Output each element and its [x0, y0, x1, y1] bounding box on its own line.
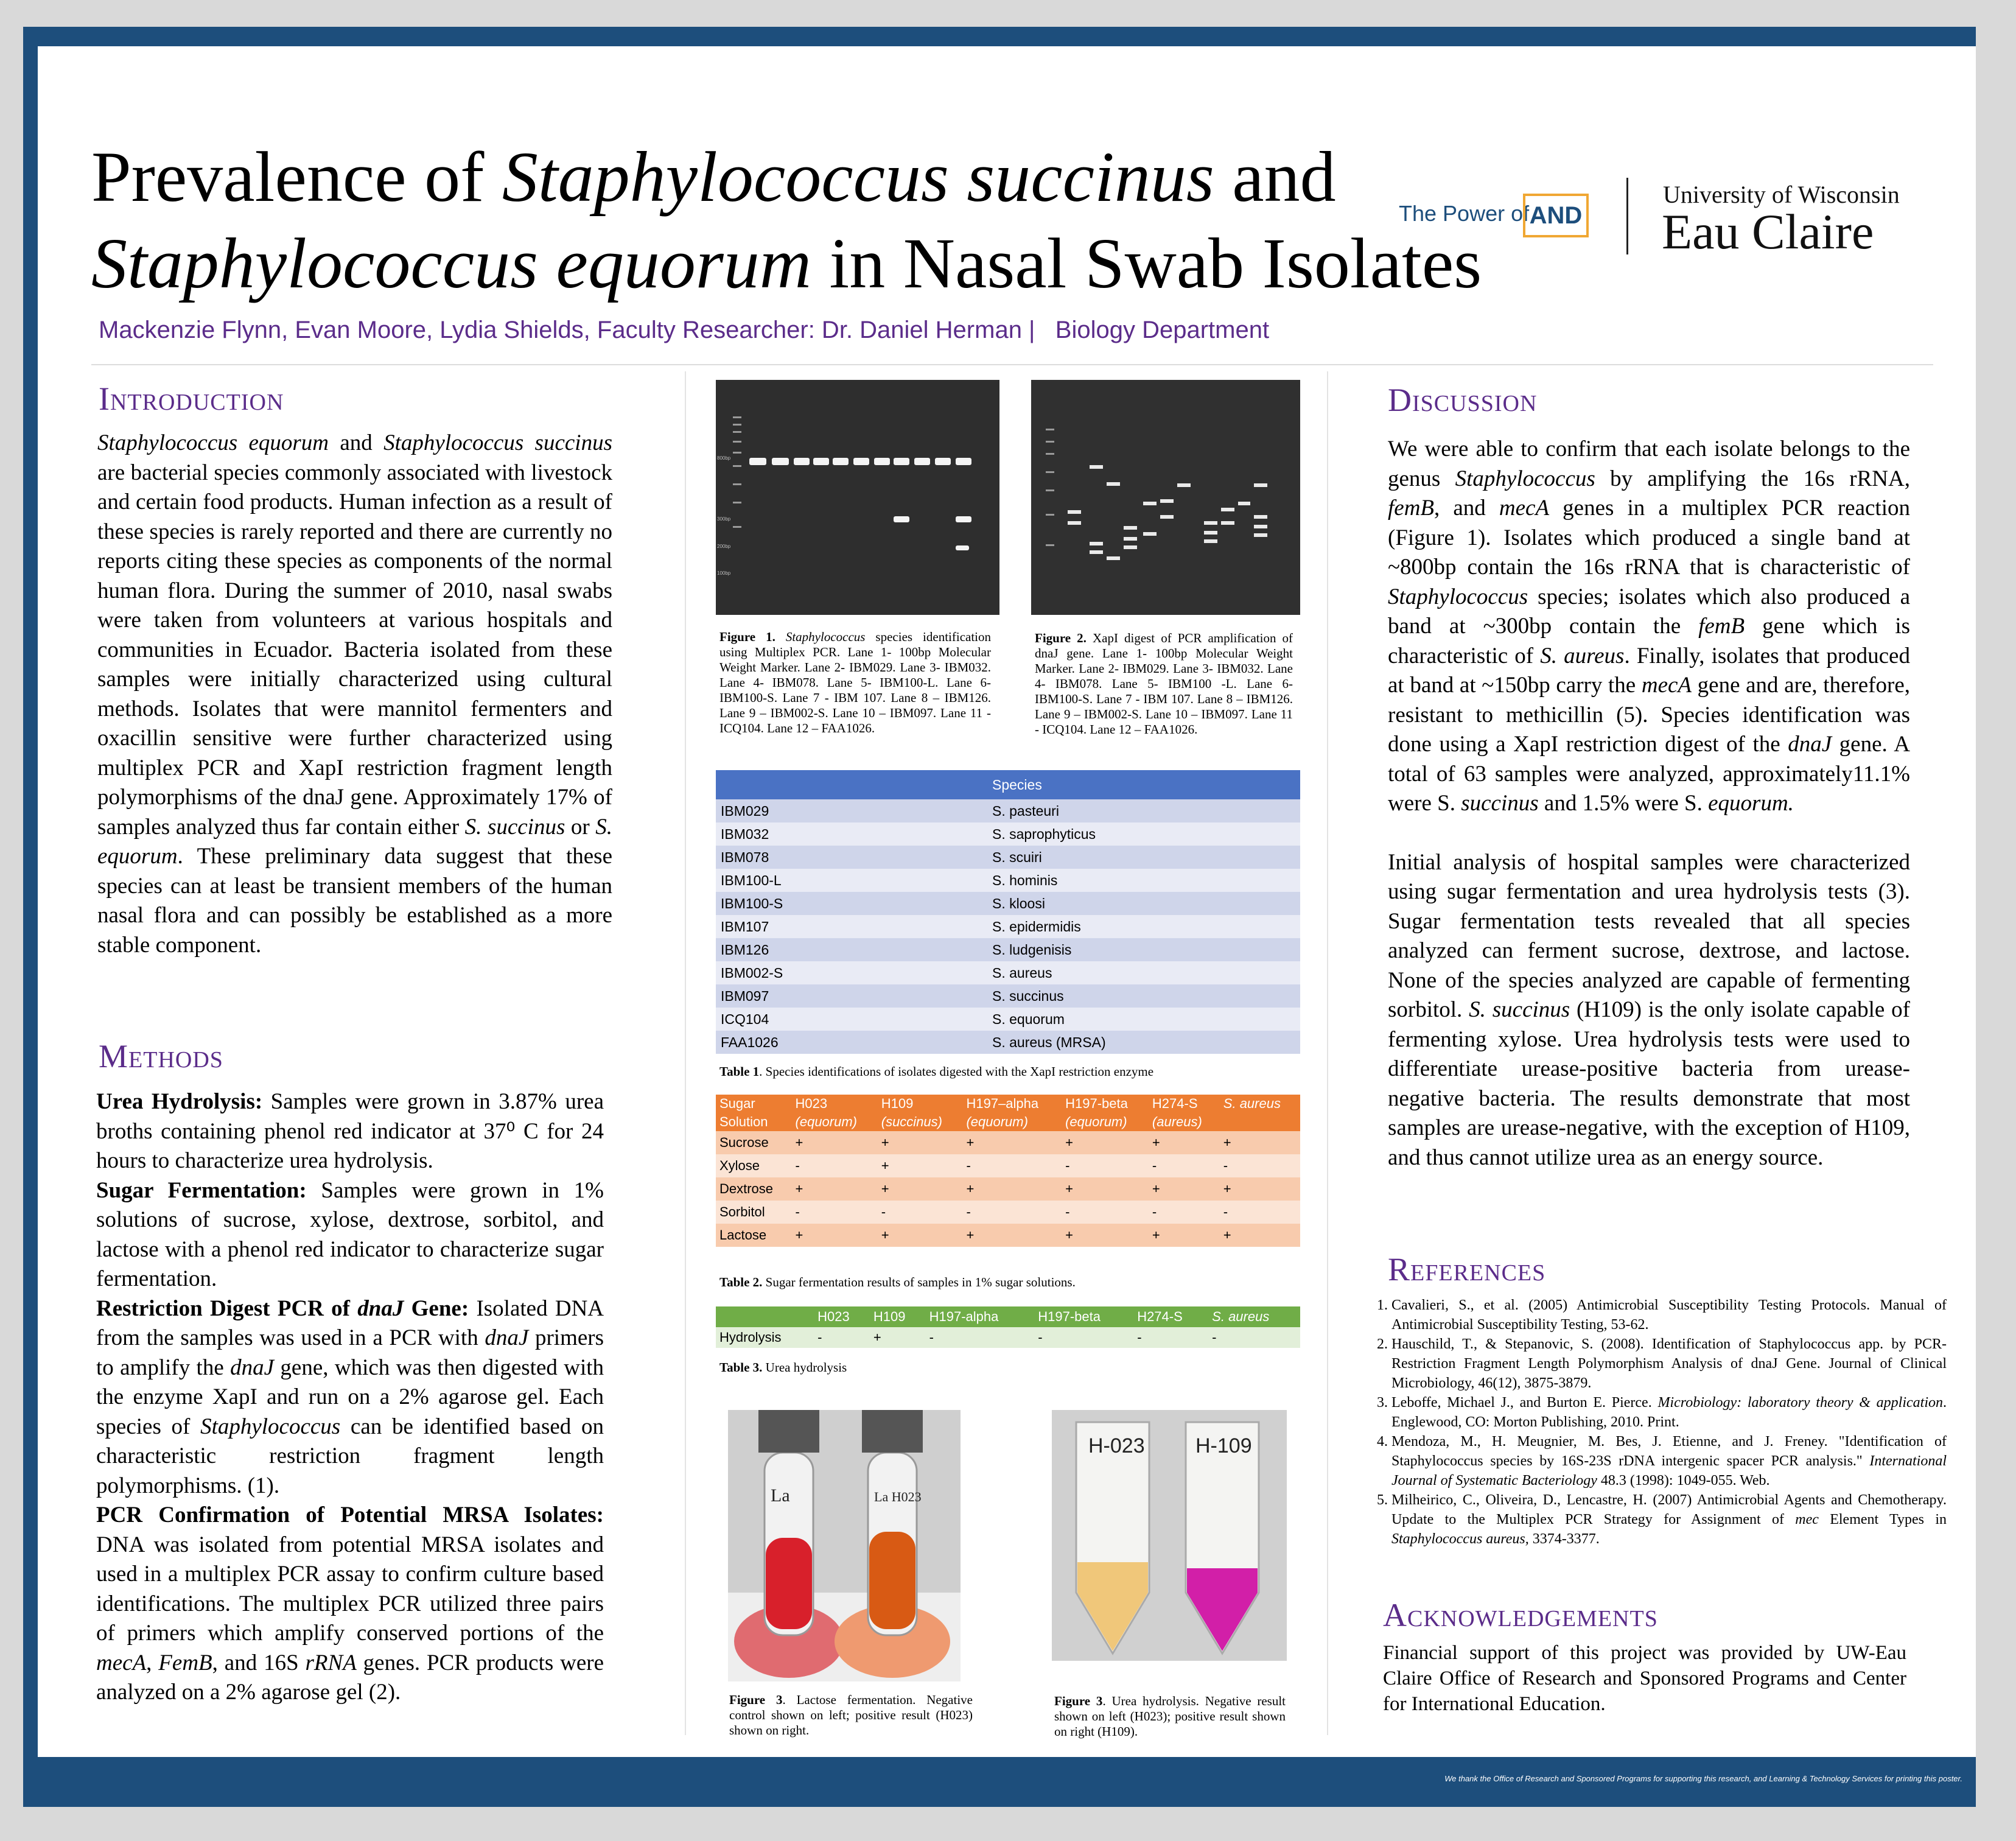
table-row: Dextrose + + + + + + [716, 1177, 1300, 1201]
reference-item: 2. Hauschild, T., & Stepanovic, S. (2008). Identification of Staphylococcus app. by PCR-Restriction Fragment Length Polymorphism Analysis of dnaJ Gene. Journal of Clinical Microbiology, 46(12), 3875-3879. [1391, 1334, 1947, 1393]
gel-marker-300bp: 300bp [717, 516, 731, 522]
power-of-text: The Power of [1399, 201, 1530, 226]
table-2-header: H109 [878, 1095, 963, 1113]
column-divider-left [685, 371, 686, 1735]
tube-label-right: La H023 [874, 1489, 922, 1504]
table-row: ICQ104 S. equorum [716, 1008, 1300, 1031]
table-row: IBM032 S. saprophyticus [716, 822, 1300, 846]
acknowledgements-heading: Acknowledgements [1383, 1597, 1658, 1633]
acknowledgements-text: Financial support of this project was provided by UW-Eau Claire Office of Research and Sponsored Programs and Center for International Education. [1383, 1642, 1906, 1715]
table-1-header-species: Species [987, 770, 1300, 799]
table-row: IBM126 S. ludgenisis [716, 938, 1300, 961]
table-1-caption: Table 1. Species identifications of isolates digested with the XapI restriction enzyme [719, 1064, 1154, 1079]
table-1-header-blank [716, 770, 987, 799]
table-row: IBM100-S S. kloosi [716, 892, 1300, 915]
table-row: IBM107 S. epidermidis [716, 915, 1300, 938]
tube-label-h023: H-023 [1088, 1434, 1145, 1457]
table-row: Hydrolysis - + - - - - [716, 1327, 1300, 1348]
campus-name: Eau Claire [1662, 204, 1874, 259]
figure-2-caption: Figure 2. XapI digest of PCR amplification of dnaJ gene. Lane 1- 100bp Molecular Weight Marker. Lane 2- IBM029. Lane 3- IBM032. Lane 4- IBM078. Lane 5- IBM100 -L. Lane 6- IBM100-S. Lane 7 - IBM 107. Lane 8 – IBM126. Lane 9 – IBM002-S. Lane 10 – IBM097. Lane 11 - ICQ104. Lane 12 – FAA1026. [1035, 631, 1293, 737]
table-2-caption: Table 2. Sugar fermentation results of samples in 1% sugar solutions. [719, 1275, 1076, 1289]
authors-line: Mackenzie Flynn, Evan Moore, Lydia Shields, Faculty Researcher: Dr. Daniel Herman | Biology Department [99, 317, 1270, 343]
table-3-caption: Table 3. Urea hydrolysis [719, 1360, 847, 1375]
table-2-header: H023 [792, 1095, 878, 1113]
figure-3a-caption: Figure 3. Lactose fermentation. Negative control shown on left; positive result (H023) shown on right. [729, 1692, 973, 1738]
table-3: H023 H109 H197-alpha H197-beta H274-S S. aureus Hydrolysis - + - - - - [716, 1306, 1300, 1348]
table-2-header: H197-beta [1062, 1095, 1149, 1113]
introduction-text: Staphylococcus equorum and Staphylococcus succinus are bacterial species commonly associated with livestock and certain food products. Human infection as a result of these species is rarely reported and there are currently no reports citing these species as components of the normal human flora. During the summer of 2010, nasal swabs were taken from volunteers at various hospitals and communities in Ecuador. Bacteria isolated from these samples were initially characterized using cultural methods. Isolates that were mannitol fermenters and oxacillin sensitive were further characterized using multiplex PCR and XapI restriction fragment length polymorphisms of the dnaJ gene. Approximately 17% of samples analyzed thus far contain either S. succinus or S. equorum. These preliminary data suggest that these species can at least be transient members of the human nasal flora and can possibly be established as a more stable component. [97, 430, 612, 958]
poster-title: Prevalence of Staphylococcus succinus and Staphylococcus equorum in Nasal Swab Isolates [91, 137, 1482, 303]
methods-heading: Methods [99, 1038, 223, 1075]
lactose-fermentation-photo [728, 1410, 961, 1681]
column-divider-right [1327, 371, 1328, 1735]
gel-1-bands [716, 380, 999, 615]
figure-1-caption: Figure 1. Staphylococcus species identification using Multiplex PCR. Lane 1- 100bp Molecular Weight Marker. Lane 2- IBM029. Lane 3- IBM032. Lane 4- IBM078. Lane 5- IBM100-L. Lane 6- IBM100-S. Lane 7 - IBM 107. Lane 8 – IBM126. Lane 9 – IBM002-S. Lane 10 – IBM097. Lane 11 - ICQ104. Lane 12 – FAA1026. [719, 629, 992, 735]
reference-item: 1. Cavalieri, S., et al. (2005) Antimicrobial Susceptibility Testing Protocols. Manual of Antimicrobial Susceptibility Testing, 53-62. [1391, 1296, 1947, 1334]
university-name: University of Wisconsin [1663, 181, 1900, 208]
gel-marker-800bp: 800bp [717, 455, 731, 461]
gel-2-bands [1031, 380, 1300, 615]
reference-item: 5. Milheirico, C., Oliveira, D., Lencastre, H. (2007) Antimicrobial Agents and Chemotherapy. Update to the Multiplex PCR Strategy for Assignment of mec Element Types in Staphylococcus aureus, 3374-3377. [1391, 1490, 1947, 1549]
gel-marker-200bp: 200bp [717, 544, 731, 549]
logo-divider [1626, 178, 1628, 254]
header-divider [91, 364, 1933, 365]
table-row: IBM002-S S. aureus [716, 961, 1300, 984]
table-2: Sugar H023 H109 H197–alpha H197-beta H274-S S. aureus Solution (equorum) (succinus) (equorum) (equorum) (aureus) Sucrose + + + + + + Xylose - + - - - - Dextrose + + + + + + Sorbitol - - - - - - Lactose + + + + + + [716, 1095, 1300, 1247]
references-list [1355, 1296, 1947, 1549]
tube-label-h109: H-109 [1195, 1434, 1252, 1457]
reference-item: 3. Leboffe, Michael J., and Burton E. Pierce. Microbiology: laboratory theory & application. Englewood, CO: Morton Publishing, 2010. Print. [1391, 1393, 1947, 1432]
footer-note: We thank the Office of Research and Sponsored Programs for supporting this research, and Learning & Technology Services for printing this poster. [1444, 1774, 1962, 1783]
gel-marker-100bp: 100bp [717, 570, 731, 576]
table-row: IBM097 S. succinus [716, 984, 1300, 1008]
table-row: IBM078 S. scuiri [716, 846, 1300, 869]
table-row: Xylose - + - - - - [716, 1154, 1300, 1177]
table-2-header: S. aureus [1220, 1095, 1300, 1113]
reference-item: 4. Mendoza, M., H. Meugnier, M. Bes, J. Etienne, and J. Freney. "Identification of Staphylococcus species by 16S-23S rDNA intergenic spacer PCR analysis." International Journal of Systematic Bacteriology 48.3 (1998): 1049-055. Web. [1391, 1432, 1947, 1490]
and-logo: AND [1523, 194, 1589, 237]
table-2-header: H197–alpha [962, 1095, 1062, 1113]
table-row: FAA1026 S. aureus (MRSA) [716, 1031, 1300, 1054]
gel-image-figure-2 [1031, 380, 1300, 615]
methods-text: Urea Hydrolysis: Samples were grown in 3.87% urea broths containing phenol red indicator at 37⁰ C for 24 hours to characterize urea hydrolysis. Sugar Fermentation: Samples were grown in 1% solutions of sucrose, xylose, dextrose, sorbitol, and lactose with a phenol red indicator to characterize sugar fermentation. Restriction Digest PCR of dnaJ Gene: Isolated DNA from the samples was used in a PCR with dnaJ primers to amplify the dnaJ gene, which was then digested with the enzyme XapI and run on a 2% agarose gel. Each species of Staphylococcus can be identified based on characteristic restriction fragment length polymorphisms. (1). PCR Confirmation of Potential MRSA Isolates: DNA was isolated from potential MRSA isolates and used in a multiplex PCR assay to confirm culture based identifications. The multiplex PCR utilized three pairs of primers which amplify conserved portions of the mecA, FemB, and 16S rRNA genes. PCR products were analyzed on a 2% agarose gel (2). [96, 1089, 604, 1705]
table-1 [716, 770, 1300, 1054]
table-2-header: H274-S [1149, 1095, 1220, 1113]
figure-3b-caption: Figure 3. Urea hydrolysis. Negative result shown on left (H023); positive result shown on right (H109). [1054, 1694, 1286, 1739]
urea-hydrolysis-photo [1052, 1410, 1287, 1661]
gel-image-figure-1 [716, 380, 999, 615]
table-row: IBM100-L S. hominis [716, 869, 1300, 892]
table-2-header: Sugar [716, 1095, 792, 1113]
discussion-text: We were able to confirm that each isolate belongs to the genus Staphylococcus by amplifying the 16s rRNA, femB, and mecA genes in a multiplex PCR reaction (Figure 1). Isolates which produced a single band at ~800bp contain the 16s rRNA that is characteristic of Staphylococcus species; isolates which also produced a band at ~300bp contain the femB gene which is characteristic of S. aureus. Finally, isolates that produced at band at ~150bp carry the mecA gene and are, therefore, resistant to methicillin (5). Species identification was done using a XapI restriction digest of the dnaJ gene. A total of 63 samples were analyzed, approximately11.1% were S. succinus and 1.5% were S. equorum. Initial analysis of hospital samples were characterized using sugar fermentation and urea hydrolysis tests (3). Sugar fermentation tests revealed that all species analyzed can ferment sucrose, dextrose, and lactose. None of the species analyzed are capable of fermenting sorbitol. S. succinus (H109) is the only isolate capable of fermenting xylose. Urea hydrolysis tests were used to differentiate urease-positive bacteria from urease-negative bacteria. The results demonstrate that most samples are urease-negative, with the exception of H109, and thus cannot utilize urea as an energy source. [1388, 437, 1911, 1170]
discussion-heading: Discussion [1388, 382, 1538, 418]
introduction-heading: Introduction [99, 380, 284, 417]
lactose-tubes [728, 1410, 961, 1681]
table-row: Lactose + + + + + + [716, 1224, 1300, 1247]
table-row: IBM029 S. pasteuri [716, 799, 1300, 822]
table-row: Sorbitol - - - - - - [716, 1201, 1300, 1224]
references-heading: References [1388, 1251, 1546, 1288]
table-row: Sucrose + + + + + + [716, 1131, 1300, 1154]
urea-tubes [1052, 1410, 1287, 1661]
tube-label-left: La [771, 1485, 790, 1506]
